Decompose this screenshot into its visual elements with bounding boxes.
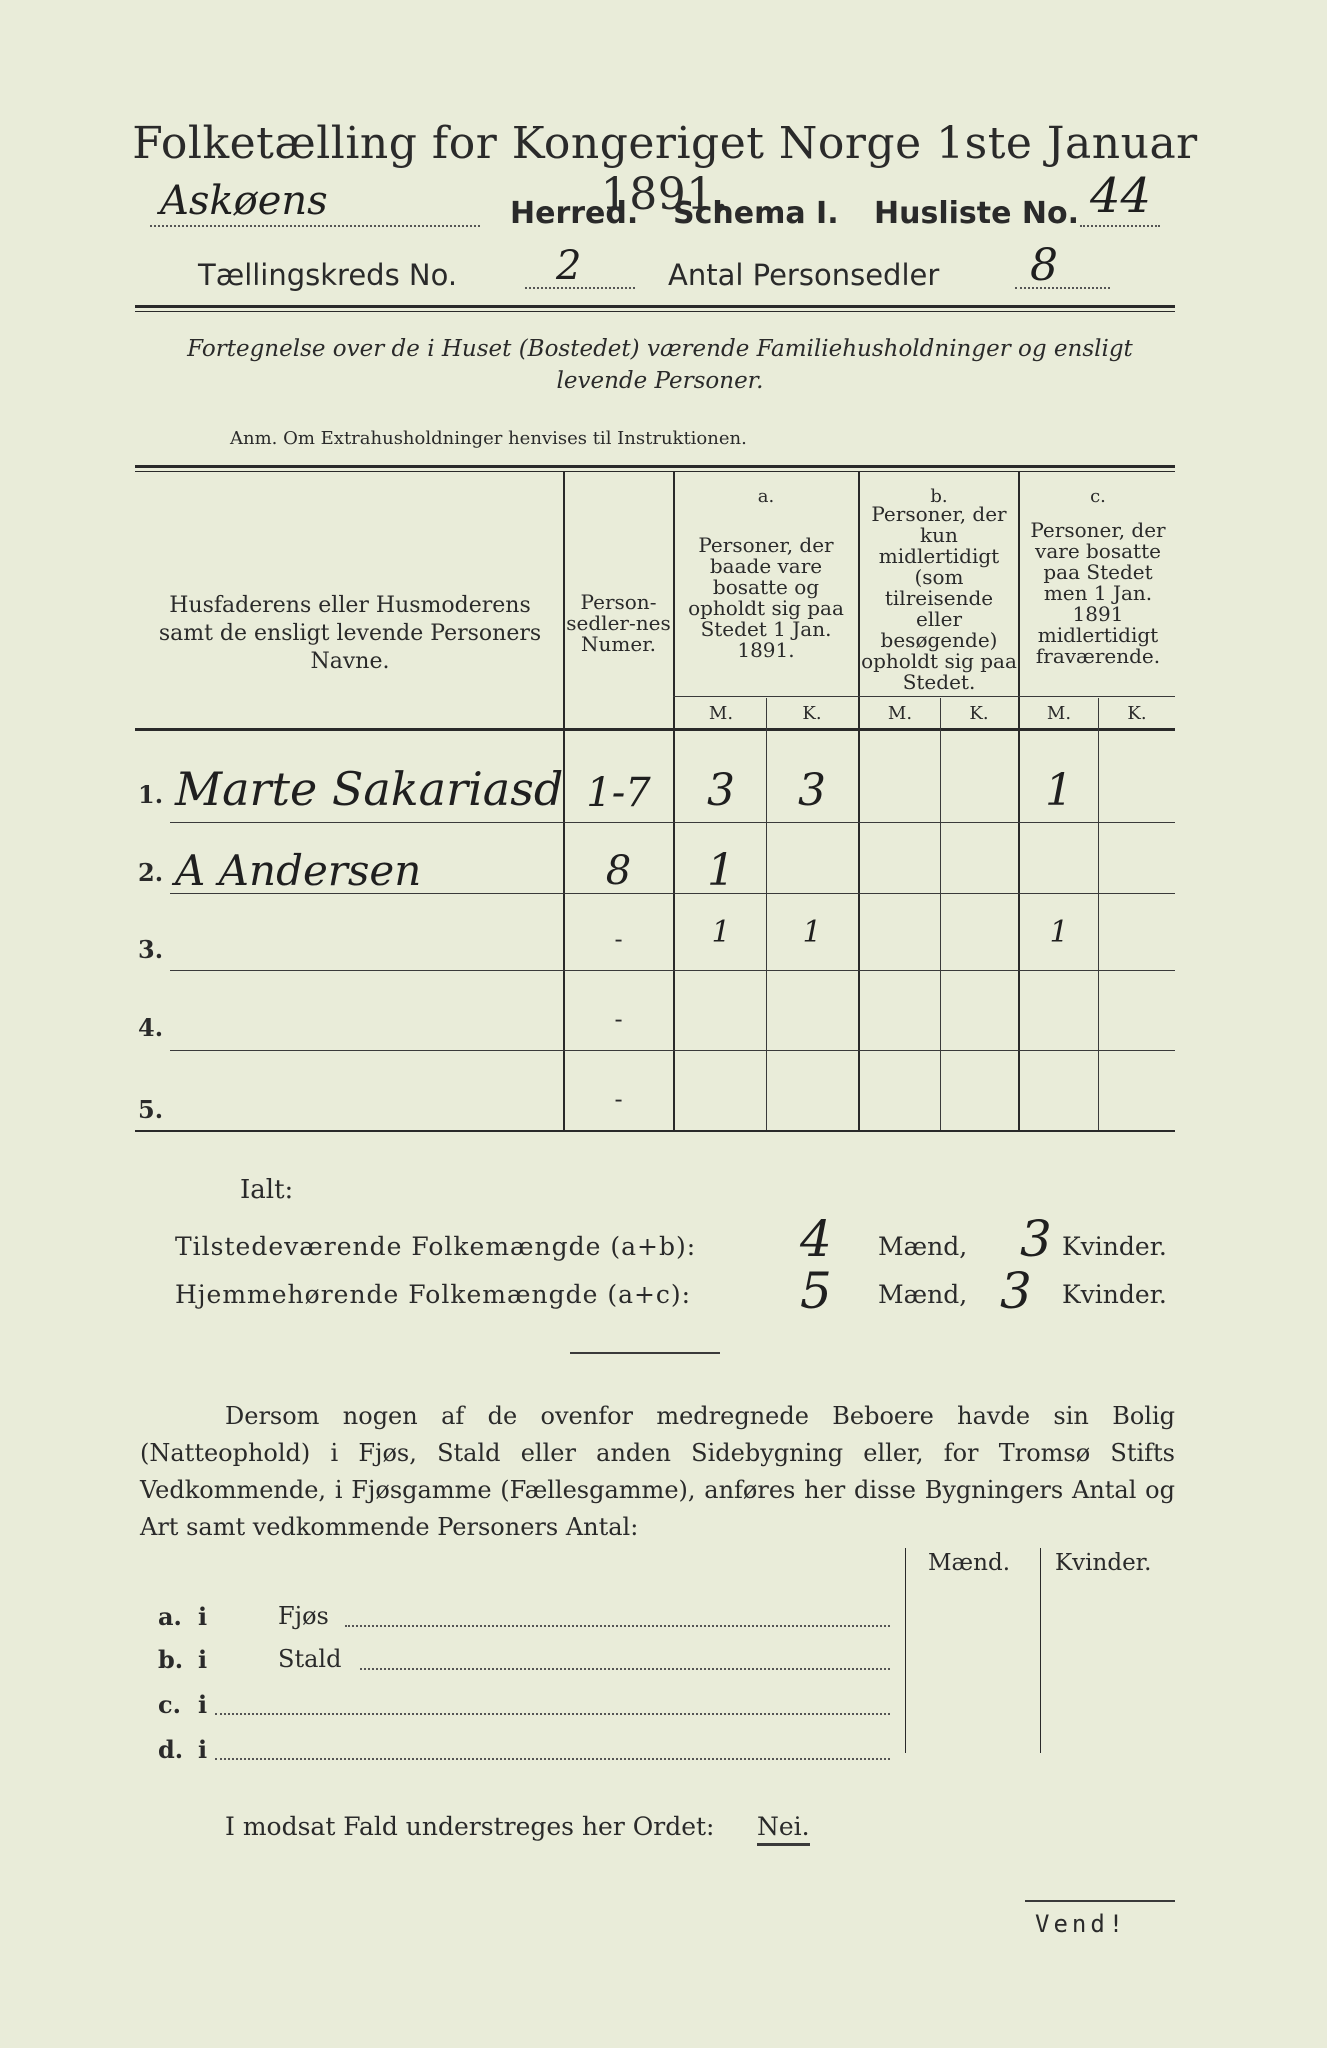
header-c-k: K. bbox=[1127, 703, 1147, 724]
buildings-kvinder-header: Kvinder. bbox=[1055, 1550, 1152, 1576]
header-c-m: M. bbox=[1046, 703, 1072, 724]
col-divider-c-mk bbox=[1098, 698, 1099, 1130]
vend-text: Vend! bbox=[1035, 1910, 1128, 1938]
building-a-label: Fjøs bbox=[278, 1602, 329, 1630]
hjemme-label: Hjemmehørende Folkemængde (a+c): bbox=[175, 1280, 692, 1309]
building-c-letter: c. bbox=[158, 1690, 181, 1719]
header-rule bbox=[135, 305, 1175, 308]
intro-text: Fortegnelse over de i Huset (Bostedet) værende Familiehusholdninger og ensligt levende Personer. bbox=[187, 336, 1133, 394]
col-divider-a-mk bbox=[766, 698, 767, 1130]
header-a-m: M. bbox=[708, 703, 734, 724]
header-name: Husfaderens eller Husmoderens samt de ensligt levende Personers Navne. bbox=[158, 593, 542, 674]
header-a: Personer, der baade vare bosatte og opholdt sig paa Stedet 1 Jan. 1891. bbox=[688, 533, 844, 662]
header-a-letter: a. bbox=[757, 486, 775, 507]
building-b-dots bbox=[360, 1668, 890, 1670]
header-rule-thin bbox=[135, 311, 1175, 312]
row-line-4 bbox=[170, 1050, 1175, 1051]
header-number: Person-sedler-nes Numer. bbox=[566, 590, 671, 656]
building-b-i: i bbox=[198, 1645, 208, 1674]
nei-word: Nei. bbox=[757, 1812, 810, 1846]
personsedler-value: 8 bbox=[1030, 240, 1058, 291]
tilstede-maend-value: 4 bbox=[800, 1210, 832, 1268]
building-a-dots bbox=[345, 1625, 890, 1627]
row-num-5: - bbox=[614, 1085, 623, 1113]
row-ak-3: 1 bbox=[802, 915, 822, 950]
tilstede-kvinder-value: 3 bbox=[1020, 1210, 1052, 1268]
separator-short bbox=[570, 1352, 720, 1354]
row-num-4: - bbox=[614, 1005, 623, 1033]
kreds-label: Tællingskreds No. bbox=[198, 258, 458, 292]
modsat-text: I modsat Fald understreges her Ordet: bbox=[225, 1812, 715, 1841]
husliste-value: 44 bbox=[1090, 168, 1152, 224]
husliste-label: Husliste No. bbox=[874, 196, 1079, 231]
row-number-1: 1. bbox=[138, 780, 164, 809]
row-am-1: 3 bbox=[707, 765, 735, 816]
row-num-1: 1-7 bbox=[586, 770, 651, 816]
row-number-2: 2. bbox=[138, 858, 164, 887]
building-b-letter: b. bbox=[158, 1645, 184, 1674]
hjemme-kvinder-label: Kvinder. bbox=[1062, 1280, 1167, 1309]
row-cm-3: 1 bbox=[1049, 915, 1069, 950]
building-a-letter: a. bbox=[158, 1602, 182, 1631]
row-ak-1: 3 bbox=[798, 765, 826, 816]
table-top-rule bbox=[135, 465, 1175, 468]
row-num-3: - bbox=[614, 925, 623, 953]
herred-dotted-line bbox=[150, 225, 480, 227]
col-divider-num bbox=[673, 472, 675, 1130]
tilstede-label: Tilstedeværende Folkemængde (a+b): bbox=[175, 1232, 697, 1261]
hjemme-maend-label: Mænd, bbox=[878, 1280, 968, 1309]
row-am-2: 1 bbox=[707, 845, 735, 896]
building-b-label: Stald bbox=[278, 1645, 342, 1673]
header-b-m: M. bbox=[887, 703, 913, 724]
vend-rule bbox=[1025, 1900, 1175, 1902]
row-cm-1: 1 bbox=[1045, 765, 1073, 816]
row-am-3: 1 bbox=[711, 915, 731, 950]
row-line-1 bbox=[170, 822, 1175, 823]
col-divider-name bbox=[563, 472, 565, 1130]
building-c-i: i bbox=[198, 1690, 208, 1719]
row-line-3 bbox=[170, 970, 1175, 971]
building-d-dots bbox=[215, 1758, 890, 1760]
header-b-k: K. bbox=[969, 703, 989, 724]
paragraph-text: Dersom nogen af de ovenfor medregnede Beboere havde sin Bolig (Natteophold) i Fjøs, Stald eller anden Sidebygning eller, for Tromsø Stifts Vedkommende, i Fjøsgamme (Fællesgamme), anføres her disse Bygningers Antal og Art samt vedkommende Personers Antal: bbox=[140, 1402, 1175, 1541]
row-number-3: 3. bbox=[138, 935, 164, 964]
ialt-label: Ialt: bbox=[240, 1175, 294, 1205]
herred-value: Askøens bbox=[160, 178, 328, 224]
husliste-dotted-line bbox=[1080, 225, 1160, 227]
building-a-i: i bbox=[198, 1602, 208, 1631]
tilstede-maend-label: Mænd, bbox=[878, 1232, 968, 1261]
kreds-dotted-line bbox=[525, 287, 635, 289]
building-c-dots bbox=[215, 1713, 890, 1715]
page-title: Folketælling for Kongeriget Norge 1ste Januar 1891. bbox=[132, 118, 1198, 220]
header-c-letter: c. bbox=[1090, 486, 1106, 507]
header-c: Personer, der vare bosatte paa Stedet men 1 Jan. 1891 midlertidigt fraværende. bbox=[1030, 518, 1166, 668]
building-d-i: i bbox=[198, 1735, 208, 1764]
tilstede-kvinder-label: Kvinder. bbox=[1062, 1232, 1167, 1261]
anm-note: Anm. Om Extrahusholdninger henvises til Instruktionen. bbox=[230, 428, 747, 449]
herred-label: Herred. bbox=[510, 196, 639, 231]
buildings-maend-header: Mænd. bbox=[928, 1550, 1011, 1576]
kreds-value: 2 bbox=[556, 243, 582, 289]
col-divider-a bbox=[858, 472, 860, 1130]
hjemme-maend-value: 5 bbox=[800, 1262, 832, 1320]
personsedler-label: Antal Personsedler bbox=[668, 258, 940, 292]
schema-label: Schema I. bbox=[673, 196, 839, 231]
buildings-divider-1 bbox=[905, 1548, 906, 1753]
row-name-2: A Andersen bbox=[175, 846, 422, 895]
row-number-4: 4. bbox=[138, 1013, 164, 1042]
row-name-1: Marte Sakariasd bbox=[175, 762, 564, 816]
row-num-2: 8 bbox=[605, 848, 632, 894]
building-d-letter: d. bbox=[158, 1735, 184, 1764]
personsedler-dotted-line bbox=[1015, 287, 1110, 289]
col-divider-b-mk bbox=[940, 698, 941, 1130]
col-divider-b bbox=[1018, 472, 1020, 1130]
hjemme-kvinder-value: 3 bbox=[1000, 1262, 1032, 1320]
mk-header-top-line bbox=[673, 696, 1175, 697]
row-number-5: 5. bbox=[138, 1095, 164, 1124]
header-b-letter: b. bbox=[930, 486, 948, 507]
buildings-divider-2 bbox=[1040, 1548, 1041, 1753]
header-b: Personer, der kun midlertidigt (som tilreisende eller besøgende) opholdt sig paa Stedet. bbox=[861, 502, 1017, 694]
header-a-k: K. bbox=[802, 703, 822, 724]
table-bottom-rule bbox=[135, 1130, 1175, 1132]
